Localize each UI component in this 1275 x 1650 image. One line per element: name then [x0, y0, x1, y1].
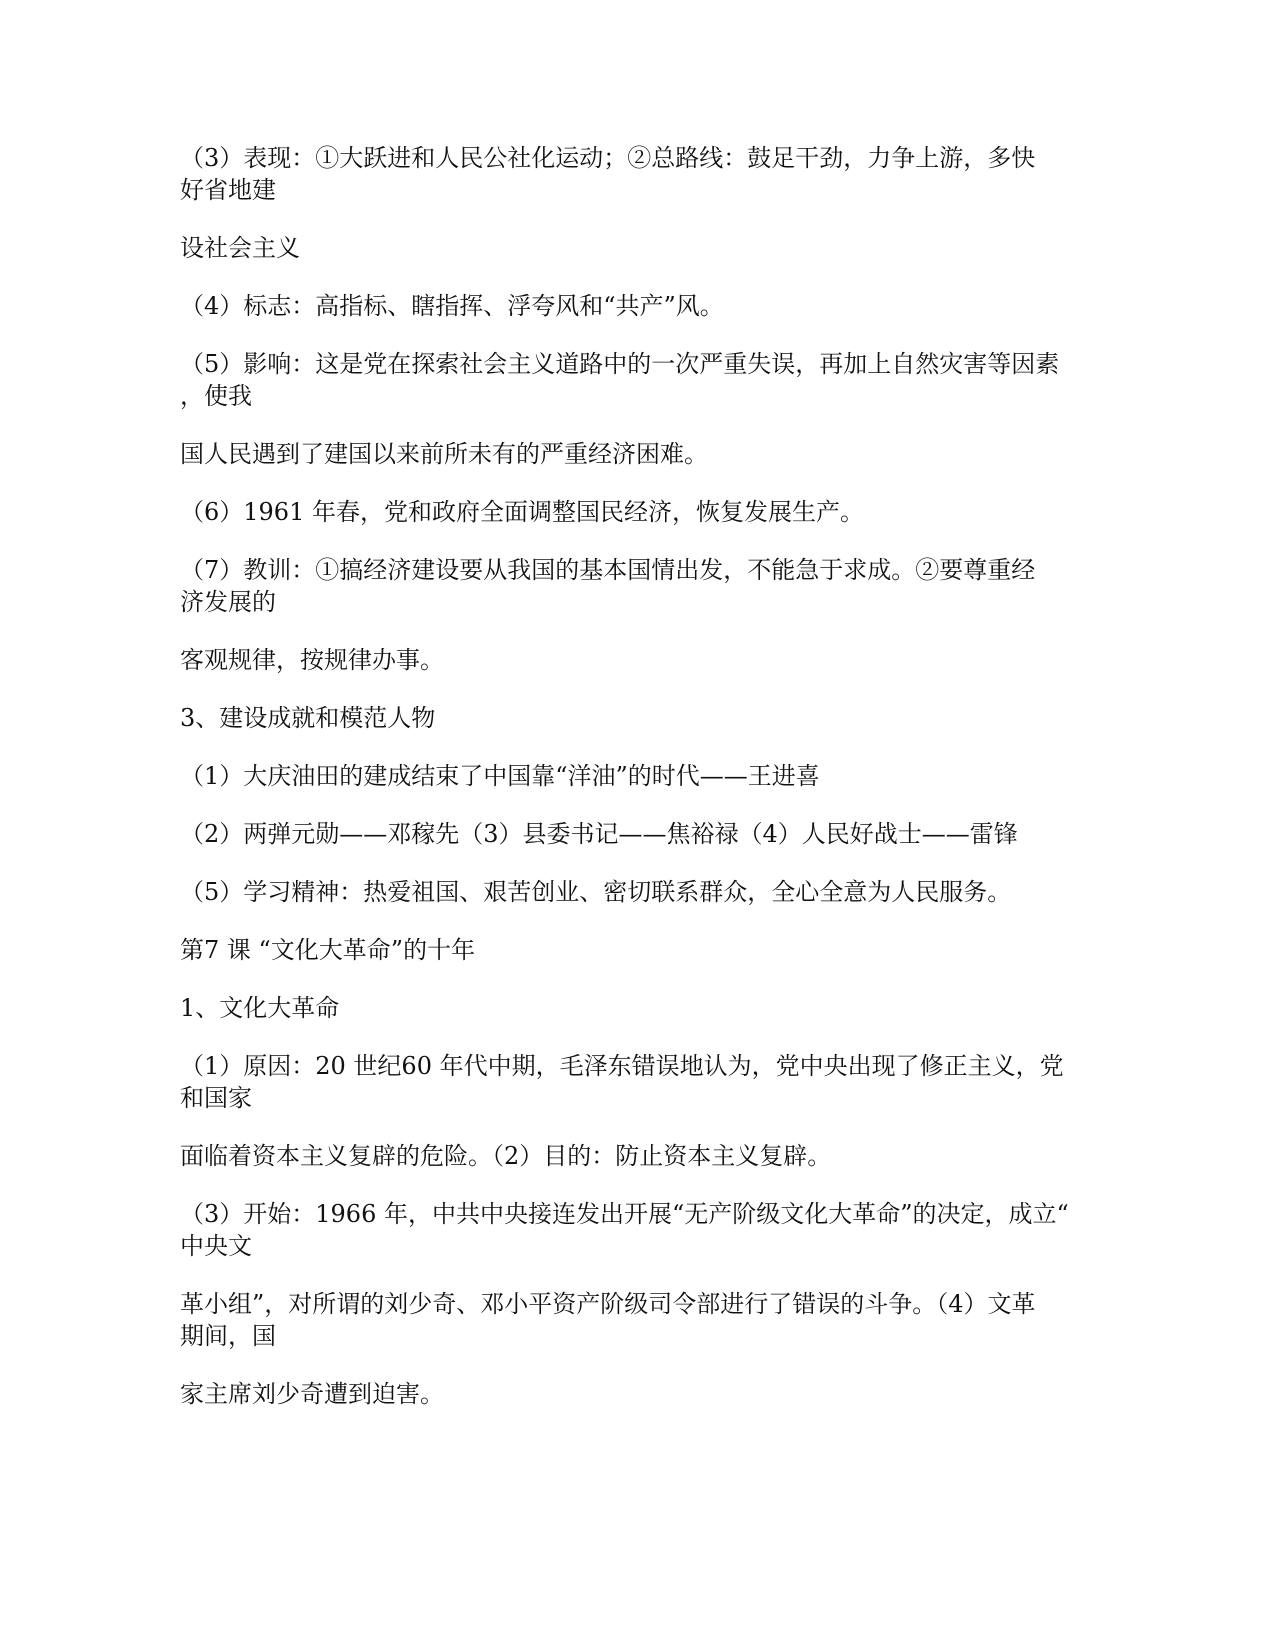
- text-line: （1）原因：20 世纪60 年代中期，毛泽东错误地认为，党中央出现了修正主义，党: [180, 1052, 1064, 1080]
- text-line: 客观规律，按规律办事。: [180, 646, 444, 674]
- text-line: ，使我: [180, 382, 252, 410]
- text-line: 中央文: [180, 1232, 252, 1260]
- text-line: 期间，国: [180, 1322, 276, 1350]
- text-line: 面临着资本主义复辟的危险。（2）目的：防止资本主义复辟。: [180, 1142, 832, 1170]
- text-line: 家主席刘少奇遭到迫害。: [180, 1380, 444, 1408]
- text-line: 好省地建: [180, 176, 276, 204]
- lesson-heading: 第7 课 “文化大革命”的十年: [180, 936, 476, 964]
- text-line: （2）两弹元勋——邓稼先（3）县委书记——焦裕禄（4）人民好战士——雷锋: [180, 820, 1018, 848]
- text-line: （5）学习精神：热爱祖国、艰苦创业、密切联系群众，全心全意为人民服务。: [180, 878, 1012, 906]
- text-line: （4）标志：高指标、瞎指挥、浮夸风和“共产”风。: [180, 292, 724, 320]
- section-heading: 3、建设成就和模范人物: [180, 704, 436, 732]
- text-line: 设社会主义: [180, 234, 300, 262]
- text-line: （6）1961 年春，党和政府全面调整国民经济，恢复发展生产。: [180, 498, 864, 526]
- text-line: 国人民遇到了建国以来前所未有的严重经济困难。: [180, 440, 708, 468]
- text-line: 和国家: [180, 1084, 252, 1112]
- text-line: （3）开始：1966 年，中共中央接连发出开展“无产阶级文化大革命”的决定，成立“: [180, 1200, 1069, 1228]
- text-line: （7）教训：①搞经济建设要从我国的基本国情出发，不能急于求成。②要尊重经: [180, 556, 1036, 584]
- text-line: （3）表现：①大跃进和人民公社化运动；②总路线：鼓足干劲，力争上游，多快: [180, 144, 1036, 172]
- section-heading: 1、文化大革命: [180, 994, 340, 1022]
- text-line: （5）影响：这是党在探索社会主义道路中的一次严重失误，再加上自然灾害等因素: [180, 350, 1060, 378]
- text-line: 革小组”，对所谓的刘少奇、邓小平资产阶级司令部进行了错误的斗争。（4）文革: [180, 1290, 1036, 1318]
- text-line: 济发展的: [180, 588, 276, 616]
- text-line: （1）大庆油田的建成结束了中国靠“洋油”的时代——王进喜: [180, 762, 820, 790]
